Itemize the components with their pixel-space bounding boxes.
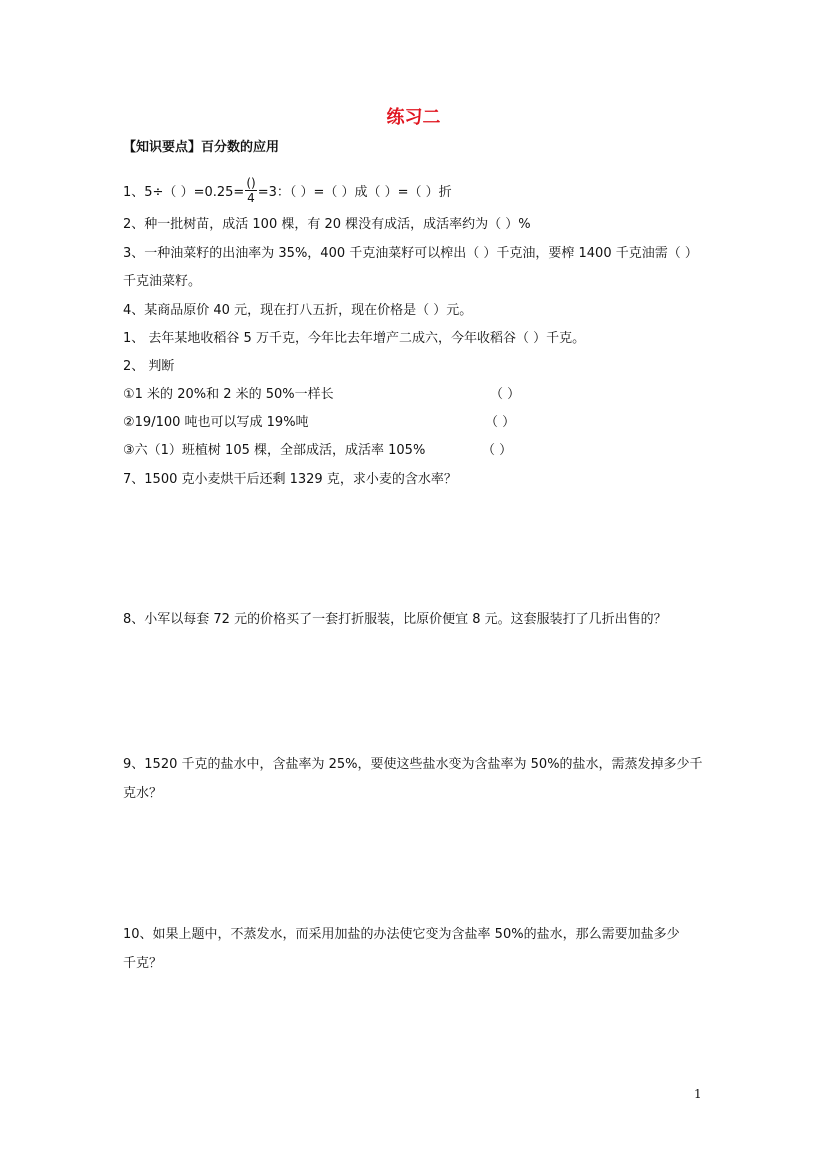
question-2: 2、种一批树苗，成活 100 棵，有 20 棵没有成活，成活率约为（ ）% — [123, 217, 531, 232]
fraction-numerator: () — [246, 176, 256, 190]
judge-item-1: ①1 米的 20%和 2 米的 50%一样长 — [123, 387, 334, 402]
question-10-line-1: 10、如果上题中，不蒸发水，而采用加盐的办法使它变为含盐率 50%的盐水，那么需要加盐多少 — [123, 927, 680, 942]
page-title: 练习二 — [386, 107, 441, 128]
question-10-line-2: 千克？ — [123, 956, 163, 971]
judge-blank-3: （ ） — [482, 443, 513, 458]
page-number: 1 — [694, 1087, 702, 1101]
question-3-line-2: 千克油菜籽。 — [123, 274, 202, 289]
judge-heading: 2、 判断 — [123, 359, 175, 374]
section-heading: 【知识要点】百分数的应用 — [123, 140, 280, 155]
question-4: 4、某商品原价 40 元，现在打八五折，现在价格是（ ）元。 — [123, 303, 473, 318]
fraction-denominator: 4 — [247, 191, 255, 205]
question-1-before: 1、5÷（ ）=0.25= — [123, 185, 245, 200]
judge-blank-1: （ ） — [490, 387, 521, 402]
question-1 — [123, 178, 452, 207]
question-9-line-2: 克水？ — [123, 786, 163, 801]
judge-item-3: ③六（1）班植树 105 棵，全部成活，成活率 105% — [123, 443, 426, 458]
question-9-line-1: 9、1520 千克的盐水中，含盐率为 25%，要使这些盐水变为含盐率为 50%的盐水，需蒸发掉多少千 — [123, 757, 703, 772]
question-8: 8、小军以每套 72 元的价格买了一套打折服装，比原价便宜 8 元。这套服装打了几折出售的？ — [123, 612, 667, 627]
question-5: 1、 去年某地收稻谷 5 万千克，今年比去年增产二成六，今年收稻谷（ ）千克。 — [123, 331, 586, 346]
fraction — [245, 176, 256, 205]
question-7: 7、1500 克小麦烘干后还剩 1329 克，求小麦的含水率？ — [123, 472, 457, 487]
question-1-after: =3：（ ）=（ ）成（ ）=（ ）折 — [257, 185, 452, 200]
judge-item-2: ②19/100 吨也可以写成 19%吨 — [123, 415, 309, 430]
question-3-line-1: 3、一种油菜籽的出油率为 35%，400 千克油菜籽可以榨出（ ）千克油，要榨 1400 千克油需（ ） — [123, 246, 698, 261]
judge-blank-2: （ ） — [485, 415, 516, 430]
